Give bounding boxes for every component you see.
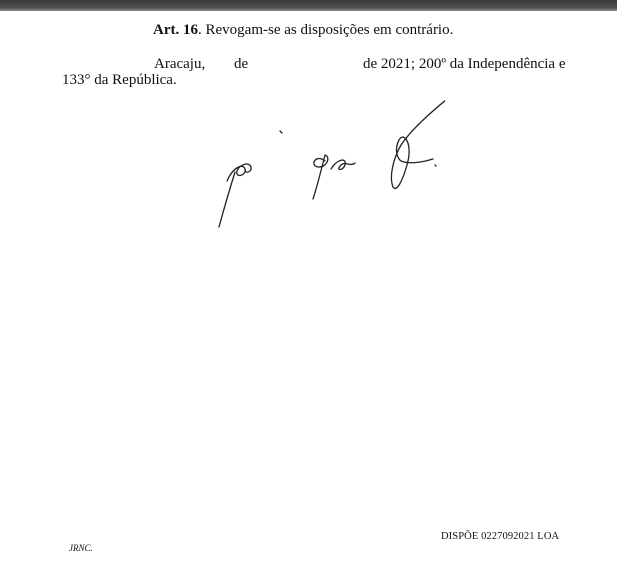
footer-initials: JRNC. — [69, 543, 93, 553]
handwritten-signature — [205, 75, 445, 245]
window-top-bar — [0, 0, 617, 11]
article-text: . Revogam-se as disposições em contrário. — [198, 22, 454, 38]
article-label: Art. 16 — [153, 22, 198, 38]
closing-city: Aracaju, — [154, 56, 206, 72]
closing-de: de — [234, 56, 249, 72]
document-page — [0, 11, 617, 580]
closing-date: de 2021; 200º da Independência e — [363, 56, 566, 72]
article-16 — [153, 21, 453, 39]
footer-document-code: DISPÕE 0227092021 LOA — [441, 531, 560, 542]
closing-line-2: 133° da República. — [62, 72, 177, 88]
